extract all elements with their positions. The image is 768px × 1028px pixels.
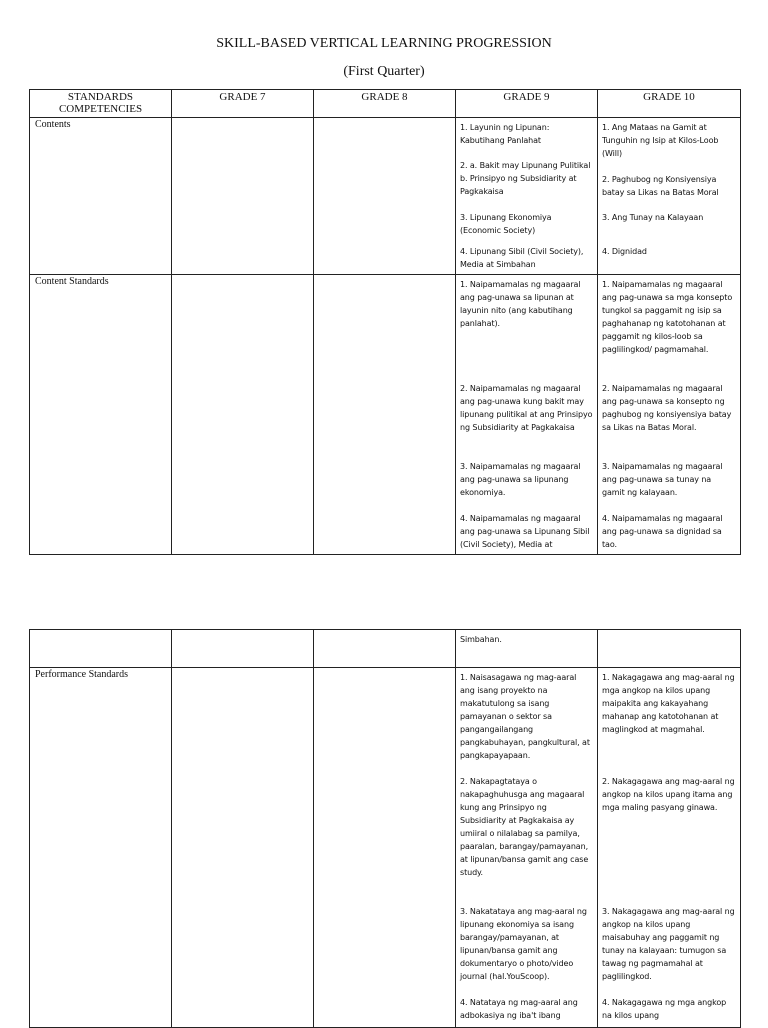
- header-grade-8: GRADE 8: [314, 90, 456, 118]
- performance-standards-grade-10: [598, 668, 741, 1028]
- list-item: 2. Paghubog ng Konsiyensiya batay sa Likas na Batas Moral: [602, 175, 719, 197]
- list-item: 2. Naipamamalas ng magaaral ang pag-unawa sa konsepto ng paghubog ng konsiyensiya batay sa Likas na Batas Moral.: [602, 384, 732, 432]
- progression-table-part-1: [29, 89, 741, 555]
- list-item: 4. Natataya ng mag-aaral ang adbokasiya ng iba't ibang: [460, 998, 578, 1020]
- page-subtitle: (First Quarter): [343, 64, 425, 79]
- list-item: 4. Nakagagawa ng mga angkop na kilos upang: [602, 998, 727, 1020]
- list-item: 3. Naipamamalas ng magaaral ang pag-unawa sa lipunang ekonomiya.: [460, 462, 581, 497]
- contents-grade-8: [314, 118, 456, 275]
- continuation-grade-9: Simbahan.: [456, 630, 598, 668]
- list-item: 3. Nakagagawa ang mag-aaral ng angkop na kilos upang maisabuhay ang paggamit ng tunay na kalayaan: tumugon sa tawag ng pagmamahal at paglilingkod.: [602, 907, 735, 981]
- list-item: 2. Nakagagawa ang mag-aaral ng angkop na kilos upang itama ang mga maling pasyang ginawa.: [602, 777, 735, 812]
- performance-standards-grade-9: [456, 668, 598, 1028]
- list-item: 1. Ang Mataas na Gamit at Tunguhin ng Isip at Kilos-Loob (Will): [602, 123, 719, 158]
- list-item: 3. Nakatataya ang mag-aaral ng lipunang ekonomiya sa isang barangay/pamayanan, at lipunan/bansa gamit ang dokumentaryo o photo/video journal (hal.YouScoop).: [460, 907, 587, 981]
- list-item: 4. Dignidad: [602, 247, 647, 256]
- list-item: 1. Layunin ng Lipunan: Kabutihang Panlahat: [460, 123, 550, 145]
- list-item: 1. Naipamamalas ng magaaral ang pag-unawa sa mga konsepto tungkol sa paggamit ng isip sa paghahanap ng katotohanan at paggamit ng kilos-loob sa paglilingkod/ pagmamahal.: [602, 280, 733, 354]
- header-grade-10: GRADE 10: [598, 90, 741, 118]
- header-standards: STANDARDS COMPETENCIES: [30, 90, 172, 118]
- progression-table-part-2: [29, 629, 741, 1028]
- continuation-grade-7: [172, 630, 314, 668]
- contents-grade-10: [598, 118, 741, 275]
- header-row: [30, 90, 741, 118]
- list-item: 4. Naipamamalas ng magaaral ang pag-unawa sa Lipunang Sibil (Civil Society), Media at: [460, 514, 590, 549]
- list-item: 4. Lipunang Sibil (Civil Society), Media at Simbahan: [460, 247, 584, 269]
- list-item: 3. Ang Tunay na Kalayaan: [602, 213, 704, 222]
- list-item: 2. Nakapagtataya o nakapaghuhusga ang magaaral kung ang Prinsipyo ng Subsidiarity at Pagkakaisa ay umiiral o nilalabag sa pamilya, paaralan, barangay/pamayanan, at lipunan/bansa gamit ang case study.: [460, 777, 589, 877]
- performance-standards-grade-7: [172, 668, 314, 1028]
- continuation-grade-8: [314, 630, 456, 668]
- list-item: 2. a. Bakit may Lipunang Pulitikal b. Prinsipyo ng Subsidiarity at Pagkakaisa: [460, 161, 591, 196]
- performance-standards-grade-8: [314, 668, 456, 1028]
- continuation-grade-10: [598, 630, 741, 668]
- performance-standards-row: [30, 668, 741, 1028]
- page-title: SKILL-BASED VERTICAL LEARNING PROGRESSION: [216, 36, 552, 51]
- row-label-contents: Contents: [30, 118, 172, 275]
- list-item: 1. Nakagagawa ang mag-aaral ng mga angkop na kilos upang maipakita ang kakayahang mahanap ang katotohanan at maglingkod at magmahal.: [602, 673, 735, 734]
- continuation-label: [30, 630, 172, 668]
- content-standards-grade-9: [456, 275, 598, 555]
- content-standards-grade-8: [314, 275, 456, 555]
- contents-grade-9: [456, 118, 598, 275]
- list-item: 3. Naipamamalas ng magaaral ang pag-unawa sa tunay na gamit ng kalayaan.: [602, 462, 723, 497]
- list-item: 3. Lipunang Ekonomiya (Economic Society): [460, 213, 552, 235]
- list-item: 1. Naisasagawa ng mag-aaral ang isang proyekto na makatutulong sa isang pamayanan o sektor sa pangangailangang pangkabuhayan, pangkultural, at pangkapayapaan.: [460, 673, 590, 760]
- content-standards-grade-7: [172, 275, 314, 555]
- continuation-row: [30, 630, 741, 668]
- list-item: 1. Naipamamalas ng magaaral ang pag-unawa sa lipunan at layunin nito (ang kabutihang panlahat).: [460, 280, 581, 328]
- contents-grade-7: [172, 118, 314, 275]
- row-label-performance-standards: Performance Standards: [30, 668, 172, 1028]
- row-label-content-standards: Content Standards: [30, 275, 172, 555]
- list-item: 4. Naipamamalas ng magaaral ang pag-unawa sa dignidad sa tao.: [602, 514, 723, 549]
- contents-row: [30, 118, 741, 275]
- header-grade-9: GRADE 9: [456, 90, 598, 118]
- header-grade-7: GRADE 7: [172, 90, 314, 118]
- list-item: 2. Naipamamalas ng magaaral ang pag-unawa kung bakit may lipunang pulitikal at ang Prinsipyo ng Subsidiarity at Pagkakaisa: [460, 384, 593, 432]
- content-standards-row: [30, 275, 741, 555]
- content-standards-grade-10: [598, 275, 741, 555]
